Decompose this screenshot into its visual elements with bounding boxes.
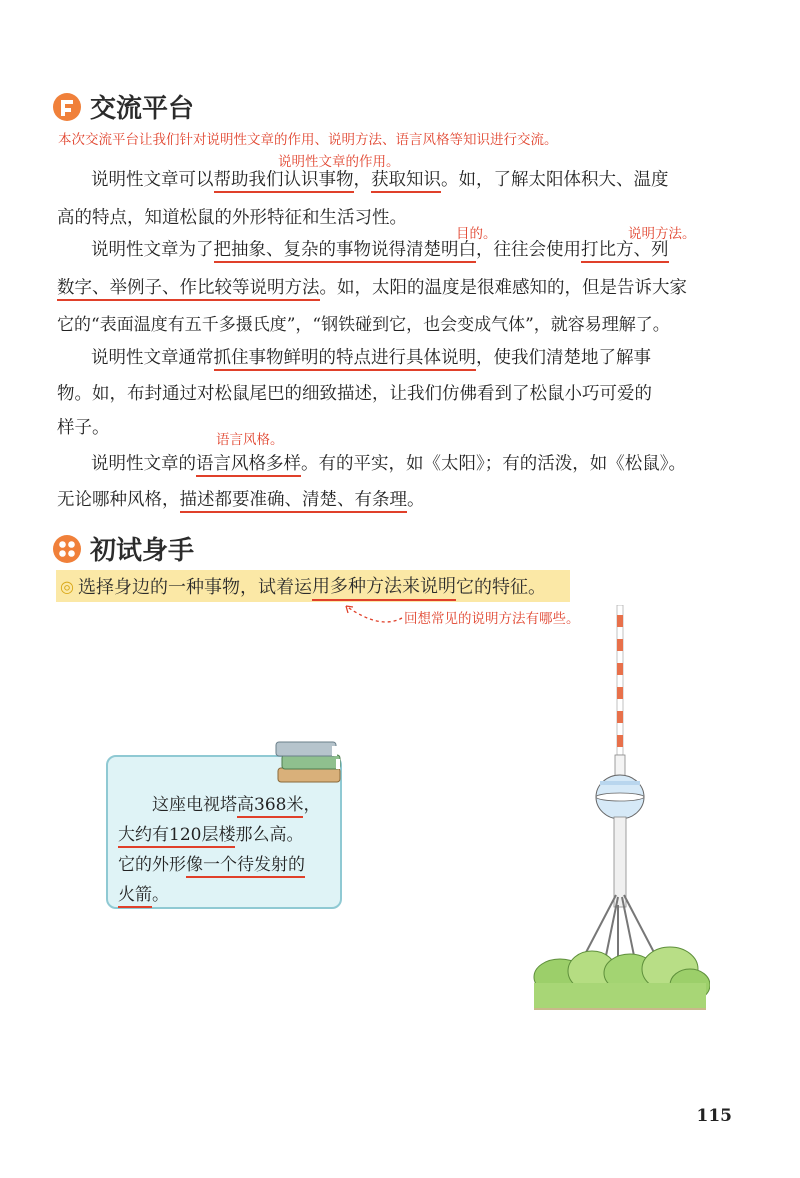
- section-heading-exchange: [52, 88, 194, 125]
- annotation-function: 说明性文章的作用。: [278, 154, 400, 170]
- underline-multiple-methods: 用多种方法来说明: [312, 572, 456, 601]
- hint-annotation: 回想常见的说明方法有哪些。: [404, 611, 580, 627]
- paragraph-3-line-1: 说明性文章通常抓住事物鲜明的特点进行具体说明，使我们清楚地了解事: [57, 344, 727, 369]
- intro-annotation: 本次交流平台让我们针对说明性文章的作用、说明方法、语言风格等知识进行交流。: [58, 132, 558, 148]
- exchange-platform-icon: [52, 92, 82, 122]
- example-text: 这座电视塔高368米， 大约有120层楼那么高。 它的外形像一个待发射的 火箭。: [118, 790, 338, 910]
- underline-methods-part2: 数字、举例子、作比较等说明方法: [57, 278, 320, 301]
- tv-tower-illustration: [530, 605, 710, 1015]
- annotation-style: 语言风格。: [216, 432, 284, 448]
- underline-like-rocket: 像一个待发射的: [186, 855, 305, 878]
- try-hands-icon: [52, 534, 82, 564]
- section-heading-try: [52, 530, 194, 567]
- paragraph-4-line-1: 说明性文章的语言风格多样。有的平实，如《太阳》；有的活泼，如《松鼠》。: [57, 450, 727, 475]
- section-title: 初试身手: [90, 536, 195, 566]
- tower-sphere: [596, 775, 644, 819]
- paragraph-1-line-2: 高的特点，知道松鼠的外形特征和生活习性。: [57, 208, 407, 228]
- underline-gain-knowledge: 获取知识: [371, 170, 441, 193]
- underline-make-clear: 把抽象、复杂的事物说得清楚明白: [214, 240, 477, 263]
- paragraph-2-line-3: 它的“表面温度有五千多摄氏度”，“钢铁碰到它，也会变成气体”，就容易理解了。: [57, 315, 670, 335]
- paragraph-4-line-2: 无论哪种风格，描述都要准确、清楚、有条理。: [57, 486, 727, 511]
- paragraph-1-line-1: 说明性文章可以帮助我们认识事物，获取知识。如，了解太阳体积大、温度: [57, 166, 727, 191]
- task-prompt: ◎ 选择身边的一种事物，试着运 用多种方法来说明 它的特征。: [56, 570, 570, 602]
- paragraph-2-line-1: 说明性文章为了把抽象、复杂的事物说得清楚明白，往往会使用打比方、列: [57, 236, 727, 261]
- paragraph-2-line-2: 数字、举例子、作比较等说明方法。如，太阳的温度是很难感知的，但是告诉大家: [57, 274, 727, 299]
- underline-grasp-features: 抓住事物鲜明的特点进行具体说明: [214, 348, 477, 371]
- bullet-circle-icon: ◎: [60, 576, 74, 596]
- underline-floors: 大约有120层楼: [118, 825, 235, 848]
- underline-methods-part1: 打比方、列: [581, 240, 669, 263]
- page-number: 115: [696, 1106, 732, 1126]
- annotation-purpose: 目的。: [456, 226, 497, 242]
- annotation-method: 说明方法。: [628, 226, 696, 242]
- underline-rocket: 火箭: [118, 885, 152, 908]
- paragraph-3-line-2: 物。如，布封通过对松鼠尾巴的细致描述，让我们仿佛看到了松鼠小巧可爱的: [57, 384, 652, 404]
- underline-help-understand: 帮助我们认识事物: [214, 170, 354, 193]
- tower-antenna: [617, 605, 623, 755]
- underline-style-varied: 语言风格多样: [196, 454, 301, 477]
- underline-accurate-clear: 描述都要准确、清楚、有条理: [180, 490, 408, 513]
- trees-illustration: [534, 947, 710, 1009]
- books-icon: [272, 738, 352, 788]
- paragraph-3-line-3: 样子。: [57, 418, 110, 438]
- section-title: 交流平台: [90, 94, 195, 124]
- underline-height: 高368米: [237, 795, 303, 818]
- hint-arrow-icon: [340, 600, 410, 636]
